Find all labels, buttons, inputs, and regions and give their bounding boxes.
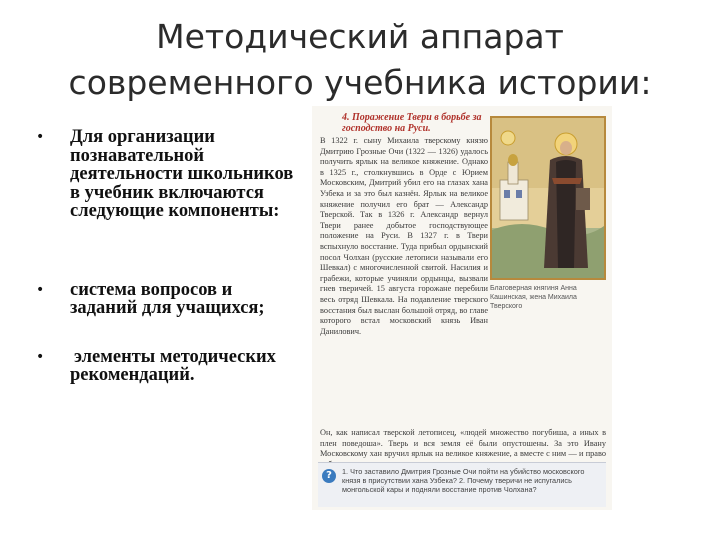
questions-box bbox=[318, 462, 606, 507]
bullet-list bbox=[36, 128, 304, 385]
bullet-text: система вопросов и заданий для учащихся; bbox=[70, 279, 265, 318]
icon-illustration bbox=[490, 116, 606, 280]
saint-icon-picture bbox=[492, 118, 604, 278]
slide-title: Методический аппарат современного учебника истории: bbox=[68, 17, 652, 102]
bullet-item bbox=[36, 128, 304, 221]
icon-caption: Благоверная княгиня Анна Кашинская, жена Михаила Тверского bbox=[490, 285, 577, 310]
questions-text: 1. Что заставило Дмитрия Грозные Очи пойти на убийство московского князя в присутствии хана Узбека? 2. Почему тверичи не испугались монгольской кары и подняли восстание против Чолхана? bbox=[342, 467, 585, 494]
bullet-dot: • bbox=[36, 281, 45, 298]
bullet-item bbox=[36, 281, 304, 318]
bullet-dot: • bbox=[36, 129, 45, 145]
bullet-text: элементы методических рекомендаций. bbox=[70, 346, 276, 385]
question-icon: ? bbox=[322, 469, 336, 483]
textbook-body-text: В 1322 г. сыну Михаила тверскому князю Дмитрию Грозные Очи (1322 — 1326) удалось получить ярлык на великое княжение. Однако в 1325 г., столкнувшись в Орде с Юрием Московским, Дмитрий убил его на глазах хана Узбека и за это был казнён. Ярлык на великое княжение получил его брат — Александр Тверской. Так в 1326 г. Александр вернул Твери ранее добытое господствующее положение на Руси. В 1327 г. в Твери вспыхнуло восстание. Туда прибыл ордынский посол Чолхан (русские летописи называли его Шевкал) с многочисленной свитой. Насилия и грабежи, которые учиняли ордынцы, вызвали гнев тверичей. 15 августа горожане перебили весь отряд Шевкала. На подавление тверского восстания был выслан большой отряд, во главе которого встал московский князь Иван Данилович. bbox=[320, 136, 488, 336]
bullet-item bbox=[36, 348, 304, 385]
textbook-body-text-continued: Он, как написал тверской летописец, «людей множество погубиша, а иных в плен поведоша». Тверь и вся земля её были опустошены. За это Ивану Московскому хан вручил ярлык на великое княжение, а вместе с ним — и право bbox=[320, 428, 606, 459]
bullet-text: Для организации познавательной деятельности школьников в учебник включаются следующие компоненты: bbox=[70, 127, 294, 221]
textbook-page-image bbox=[312, 106, 612, 510]
bullet-dot: • bbox=[36, 348, 45, 365]
textbook-section-heading: 4. Поражение Твери в борьбе за господство на Руси. bbox=[342, 112, 482, 134]
